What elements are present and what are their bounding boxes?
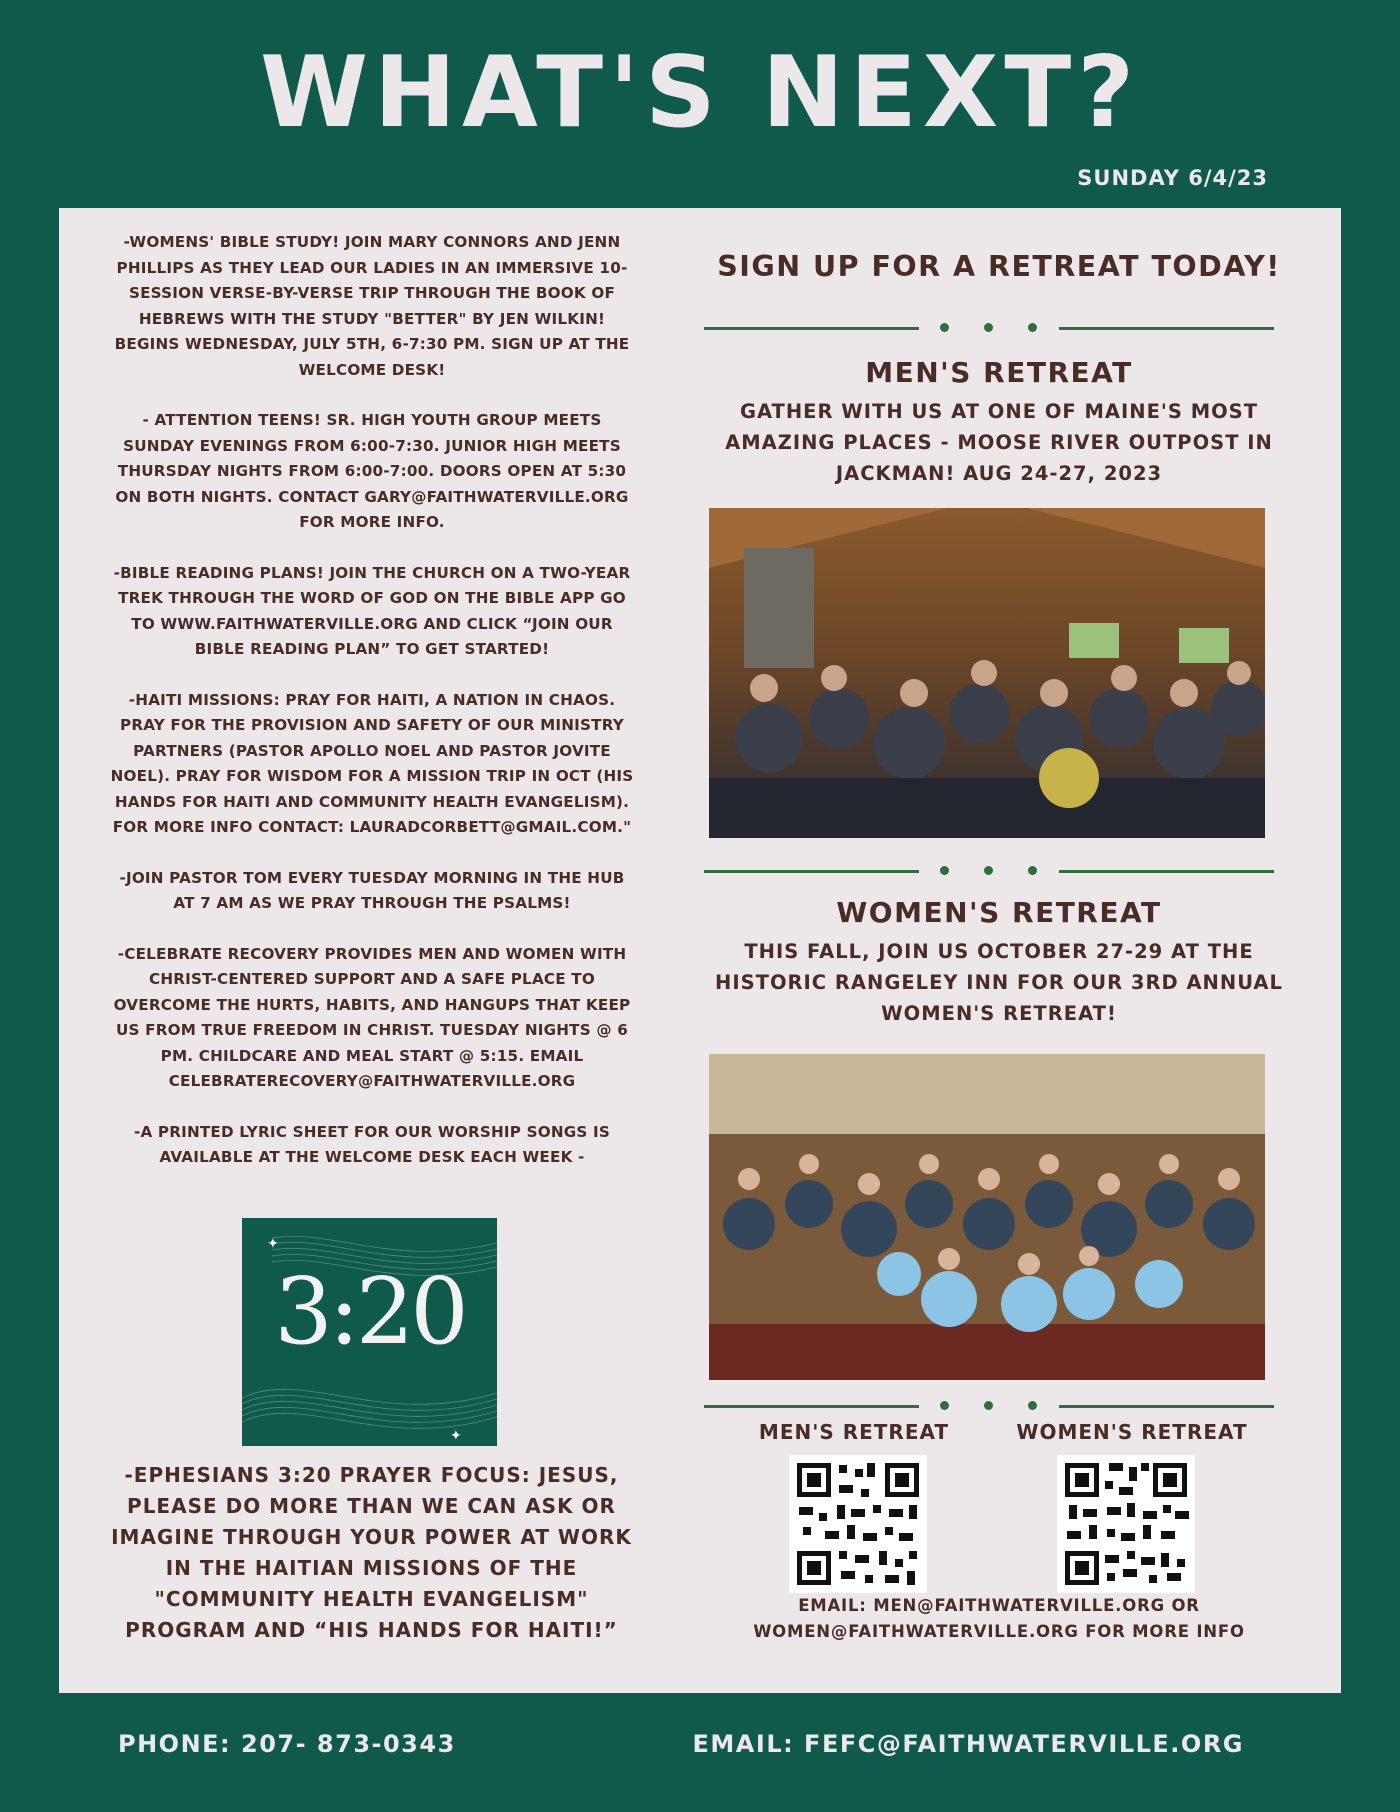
announcement-prayer-psalms: -JOIN PASTOR TOM EVERY TUESDAY MORNING IN THE HUB AT 7 AM AS WE PRAY THROUGH THE PSALMS!	[119, 868, 625, 912]
announcement-lyric-sheet: -A PRINTED LYRIC SHEET FOR OUR WORSHIP SONGS IS AVAILABLE AT THE WELCOME DESK EACH WEEK -	[133, 1122, 611, 1166]
page-title: WHAT'S NEXT?	[259, 36, 1141, 150]
womens-retreat-qr-code[interactable]	[1057, 1455, 1195, 1593]
mens-retreat-description: GATHER WITH US AT ONE OF MAINE'S MOST AMAZING PLACES - MOOSE RIVER OUTPOST IN JACKMAN! AUG 24-27, 2023	[725, 400, 1273, 485]
divider	[704, 320, 1274, 336]
mens-retreat-photo	[709, 508, 1265, 838]
womens-retreat-photo	[709, 1054, 1265, 1380]
womens-retreat-description: THIS FALL, JOIN US OCTOBER 27-29 AT THE HISTORIC RANGELEY INN FOR OUR 3RD ANNUAL WOMEN'S RETREAT!	[715, 940, 1283, 1025]
ephesians-logo	[242, 1218, 497, 1446]
mens-qr-label: MEN'S RETREAT	[758, 1420, 950, 1444]
announcement-celebrate-recovery: -CELEBRATE RECOVERY PROVIDES MEN AND WOMEN WITH CHRIST-CENTERED SUPPORT AND A SAFE PLACE TO OVERCOME THE HURTS, HABITS, AND HANGUPS THAT KEEP US FROM TRUE FREEDOM IN CHRIST. TUESDAY NIGHTS @ 6 PM. CHILDCARE AND MEAL START @ 5:15. EMAIL CELEBRATERECOVERY@FAITHWATERVILLE.ORG	[113, 944, 631, 1090]
logo-verse-text: 3:20	[274, 1258, 465, 1365]
content-panel	[59, 208, 1341, 1693]
prayer-focus: -EPHESIANS 3:20 PRAYER FOCUS: JESUS, PLEASE DO MORE THAN WE CAN ASK OR IMAGINE THROUGH YOUR POWER AT WORK IN THE HAITIAN MISSIONS OF THE "COMMUNITY HEALTH EVANGELISM" PROGRAM AND “HIS HANDS FOR HAITI!”	[111, 1463, 632, 1642]
bulletin-date: SUNDAY 6/4/23	[1077, 166, 1268, 190]
announcement-bible-reading: -BIBLE READING PLANS! JOIN THE CHURCH ON A TWO-YEAR TREK THROUGH THE WORD OF GOD ON THE BIBLE APP GO TO WWW.FAITHWATERVILLE.ORG AND CLICK “JOIN OUR BIBLE READING PLAN” TO GET STARTED!	[113, 563, 631, 658]
footer-phone: PHONE: 207- 873-0343	[118, 1730, 456, 1758]
footer-email[interactable]: EMAIL: FEFC@FAITHWATERVILLE.ORG	[692, 1730, 1244, 1758]
retreat-contact: EMAIL: MEN@FAITHWATERVILLE.ORG OR WOMEN@FAITHWATERVILLE.ORG FOR MORE INFO	[753, 1596, 1245, 1641]
announcements-column	[107, 230, 637, 1196]
womens-qr-label: WOMEN'S RETREAT	[1016, 1420, 1248, 1444]
mens-retreat-qr-code[interactable]	[789, 1455, 927, 1593]
divider	[704, 863, 1274, 879]
announcement-womens-bible-study: -WOMENS' BIBLE STUDY! JOIN MARY CONNORS AND JENN PHILLIPS AS THEY LEAD OUR LADIES IN AN IMMERSIVE 10-SESSION VERSE-BY-VERSE TRIP THROUGH THE BOOK OF HEBREWS WITH THE STUDY "BETTER" BY JEN WILKIN! BEGINS WEDNESDAY, JULY 5TH, 6-7:30 PM. SIGN UP AT THE WELCOME DESK!	[114, 233, 630, 379]
womens-retreat-heading: WOMEN'S RETREAT	[836, 896, 1162, 929]
signup-heading: SIGN UP FOR A RETREAT TODAY!	[717, 250, 1281, 283]
mens-retreat-heading: MEN'S RETREAT	[865, 356, 1133, 389]
sparkle-icon: ✦	[267, 1236, 279, 1252]
announcement-haiti-missions: -HAITI MISSIONS: PRAY FOR HAITI, A NATION IN CHAOS. PRAY FOR THE PROVISION AND SAFETY OF OUR MINISTRY PARTNERS (PASTOR APOLLO NOEL AND PASTOR JOVITE NOEL). PRAY FOR WISDOM FOR A MISSION TRIP IN OCT (HIS HANDS FOR HAITI AND COMMUNITY HEALTH EVANGELISM). FOR MORE INFO CONTACT: LAURADCORBETT@GMAIL.COM."	[110, 690, 634, 836]
sparkle-icon: ✦	[450, 1428, 462, 1444]
announcement-teens: - ATTENTION TEENS! SR. HIGH YOUTH GROUP MEETS SUNDAY EVENINGS FROM 6:00-7:30. JUNIOR HIGH MEETS THURSDAY NIGHTS FROM 6:00-7:00. DOORS OPEN AT 5:30 ON BOTH NIGHTS. CONTACT GARY@FAITHWATERVILLE.ORG FOR MORE INFO.	[115, 411, 629, 531]
divider	[704, 1398, 1274, 1414]
